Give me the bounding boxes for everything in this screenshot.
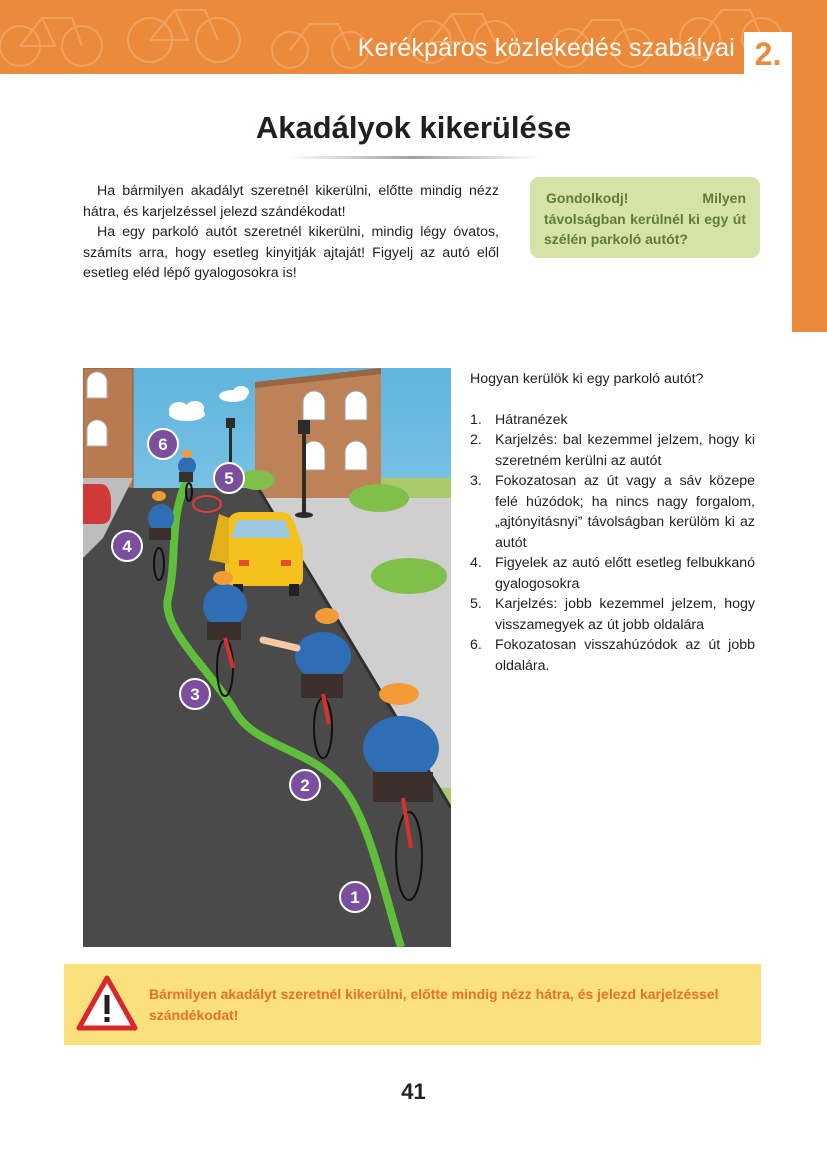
list-item [470,430,755,471]
step-number: 3. [470,473,482,489]
warning-box [64,964,761,1045]
step-marker-label: 1 [350,888,360,907]
intro-text [83,181,499,284]
chapter-badge [744,32,792,76]
steps-question: Hogyan kerülök ki egy parkoló autót? [470,371,704,387]
think-box-text: Gondolkodj! Milyen távolságban kerülnél ki egy út szélén parkoló autót? [544,190,746,247]
step-text: Fokozatosan visszahúzódok az út jobb oldalára. [495,637,755,674]
intro-paragraph: Ha bármilyen akadályt szeretnél kikerülni, előtte mindig nézz hátra, és karjelzéssel jelezd szándékodat! [83,183,499,220]
step-text: Karjelzés: jobb kezemmel jelzem, hogy visszamegyek az út jobb oldalára [495,596,755,633]
list-item [470,635,755,676]
page-title: Akadályok kikerülése [255,110,572,145]
steps-list [470,410,755,677]
step-text: Figyelek az autó előtt esetleg felbukkanó gyalogosokra [495,555,755,592]
step-text: Hátranézek [495,411,568,428]
header-band [0,0,827,74]
step-number: 6. [470,637,482,653]
red-car-icon [83,484,111,524]
step-number: 4. [470,555,482,571]
chapter-number: 2. [754,36,782,72]
step-number: 1. [470,411,482,428]
step-marker-label: 4 [122,537,132,556]
page-number: 41 [401,1079,426,1104]
step-text: Fokozatosan az út vagy a sáv közepe felé húzódok; ha nincs nagy forgalom, „ajtónyitásnyi” távolságban kerülöm ki az autót [495,473,755,551]
intro-paragraph: Ha egy parkoló autót szeretnél kikerülni, mindig légy óvatos, számíts arra, hogy esetleg kinyitják ajtaját! Figyelj az autó elől esetleg eléd lépő gyalogosokra is! [83,224,499,281]
list-item [470,471,755,553]
warning-triangle-icon [76,975,138,1031]
step-marker-label: 5 [224,469,234,488]
think-box [530,177,760,258]
step-marker-label: 6 [158,435,168,454]
title-underline [288,156,540,159]
warning-text: Bármilyen akadályt szeretnél kikerülni, előtte mindig nézz hátra, és jelezd karjelzéssel szándékodat! [149,986,719,1023]
step-number: 5. [470,596,482,612]
step-marker-label: 3 [190,685,200,704]
steps-panel [470,369,755,676]
step-marker-label: 2 [300,776,310,795]
list-item [470,553,755,594]
list-item [470,594,755,635]
cyclist-illustration [83,368,451,947]
list-item [470,410,755,431]
header-title: Kerékpáros közlekedés szabályai [357,34,735,62]
step-text: Karjelzés: bal kezemmel jelzem, hogy ki szeretném kerülni az autót [495,432,755,469]
step-number: 2. [470,432,482,448]
illustration-drawing [83,368,451,947]
